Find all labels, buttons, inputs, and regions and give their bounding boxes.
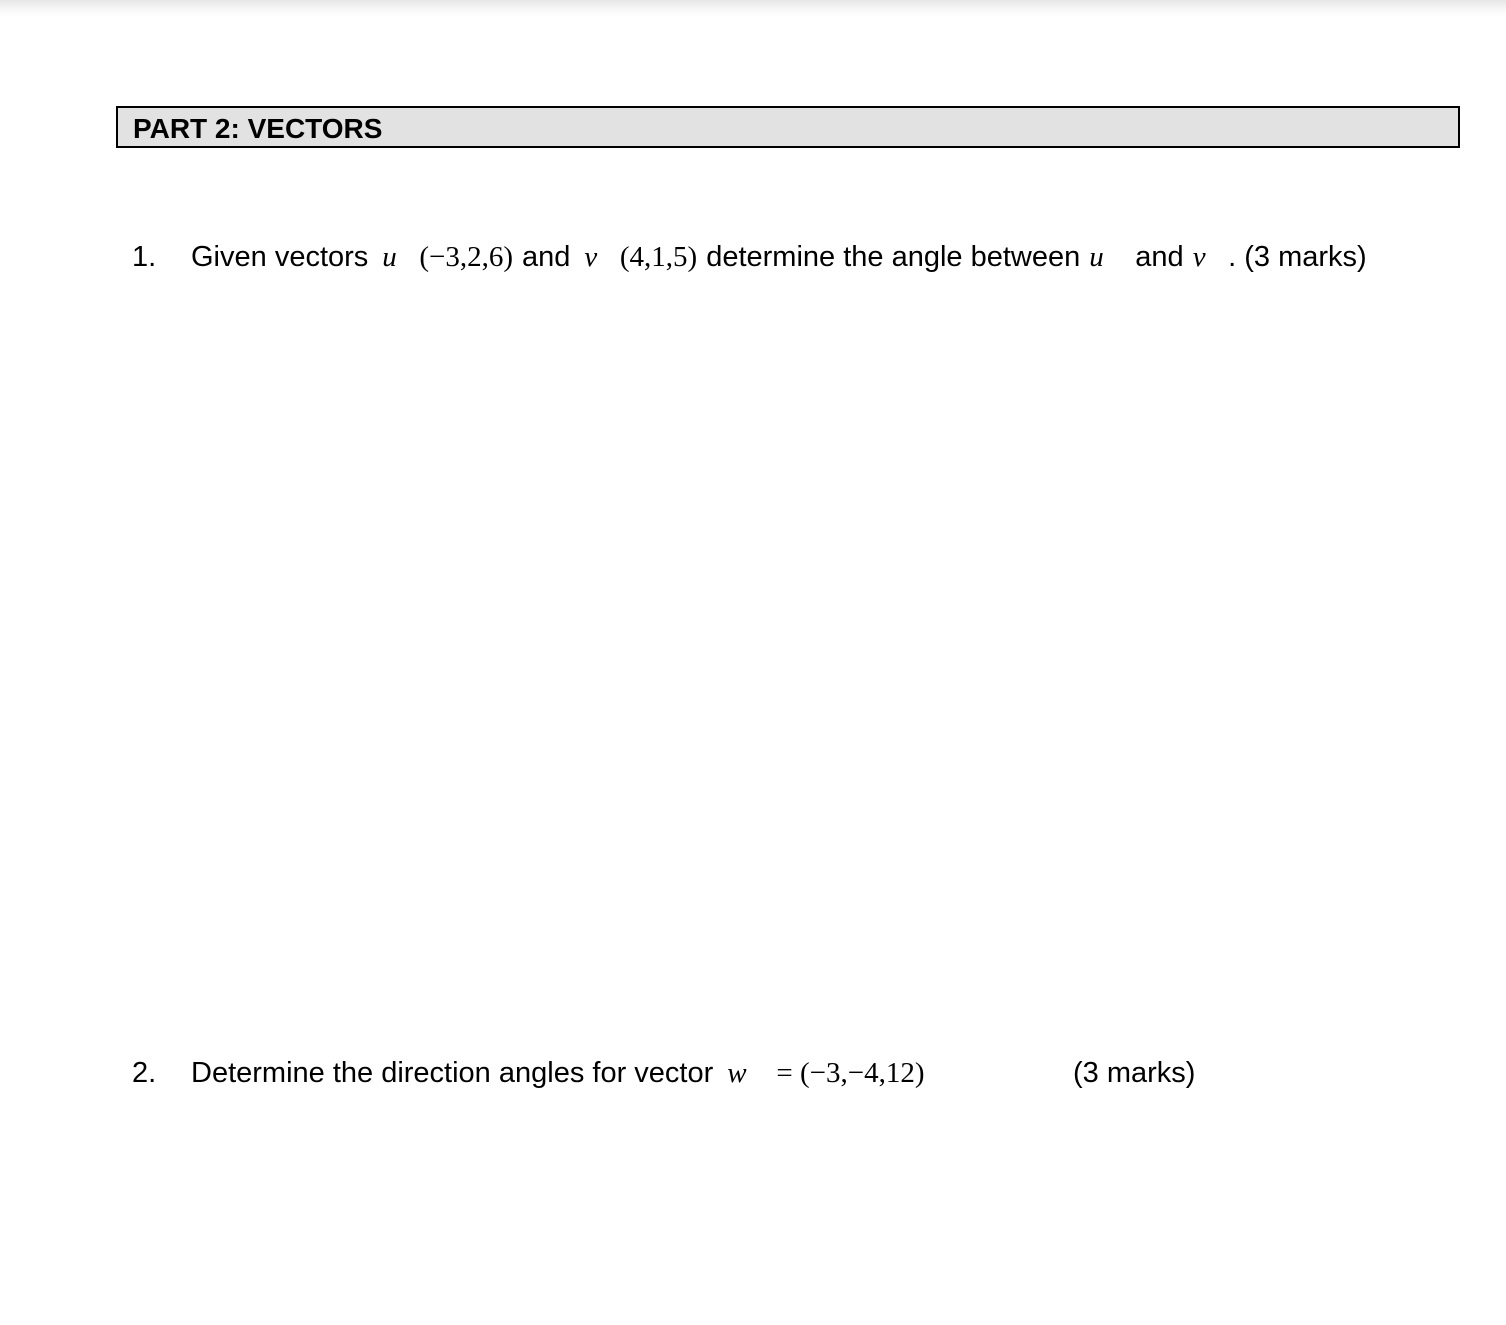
question-marks: . (3 marks): [1228, 241, 1367, 273]
vector-v-components: (4,1,5): [619, 241, 698, 273]
vector-v-symbol: v⃗: [584, 241, 620, 273]
vector-u-reference: u⃗: [1089, 241, 1127, 273]
question-text: [191, 1053, 925, 1093]
vector-w-symbol: w⃗: [727, 1057, 770, 1089]
question-text-and: and: [522, 241, 571, 273]
question-text-main: Determine the direction angles for vector: [191, 1057, 714, 1089]
question-text-given: Given vectors: [191, 241, 369, 273]
question-marks: (3 marks): [1073, 1057, 1196, 1089]
vector-u-symbol: u⃗: [382, 241, 420, 273]
vector-w-components: = (−3,−4,12): [769, 1057, 925, 1089]
question-number: 1.: [132, 241, 157, 273]
question-number: 2.: [132, 1057, 157, 1089]
vector-u-components: (−3,2,6): [419, 241, 514, 273]
page-top-shadow: [0, 0, 1506, 16]
question-text-determine: determine the angle between: [706, 241, 1081, 273]
question-text: [191, 237, 1367, 277]
question-text-and-2: and: [1135, 241, 1184, 273]
section-header: [116, 106, 1460, 148]
vector-v-reference: v⃗: [1192, 241, 1229, 273]
section-title: PART 2: VECTORS: [133, 113, 383, 144]
